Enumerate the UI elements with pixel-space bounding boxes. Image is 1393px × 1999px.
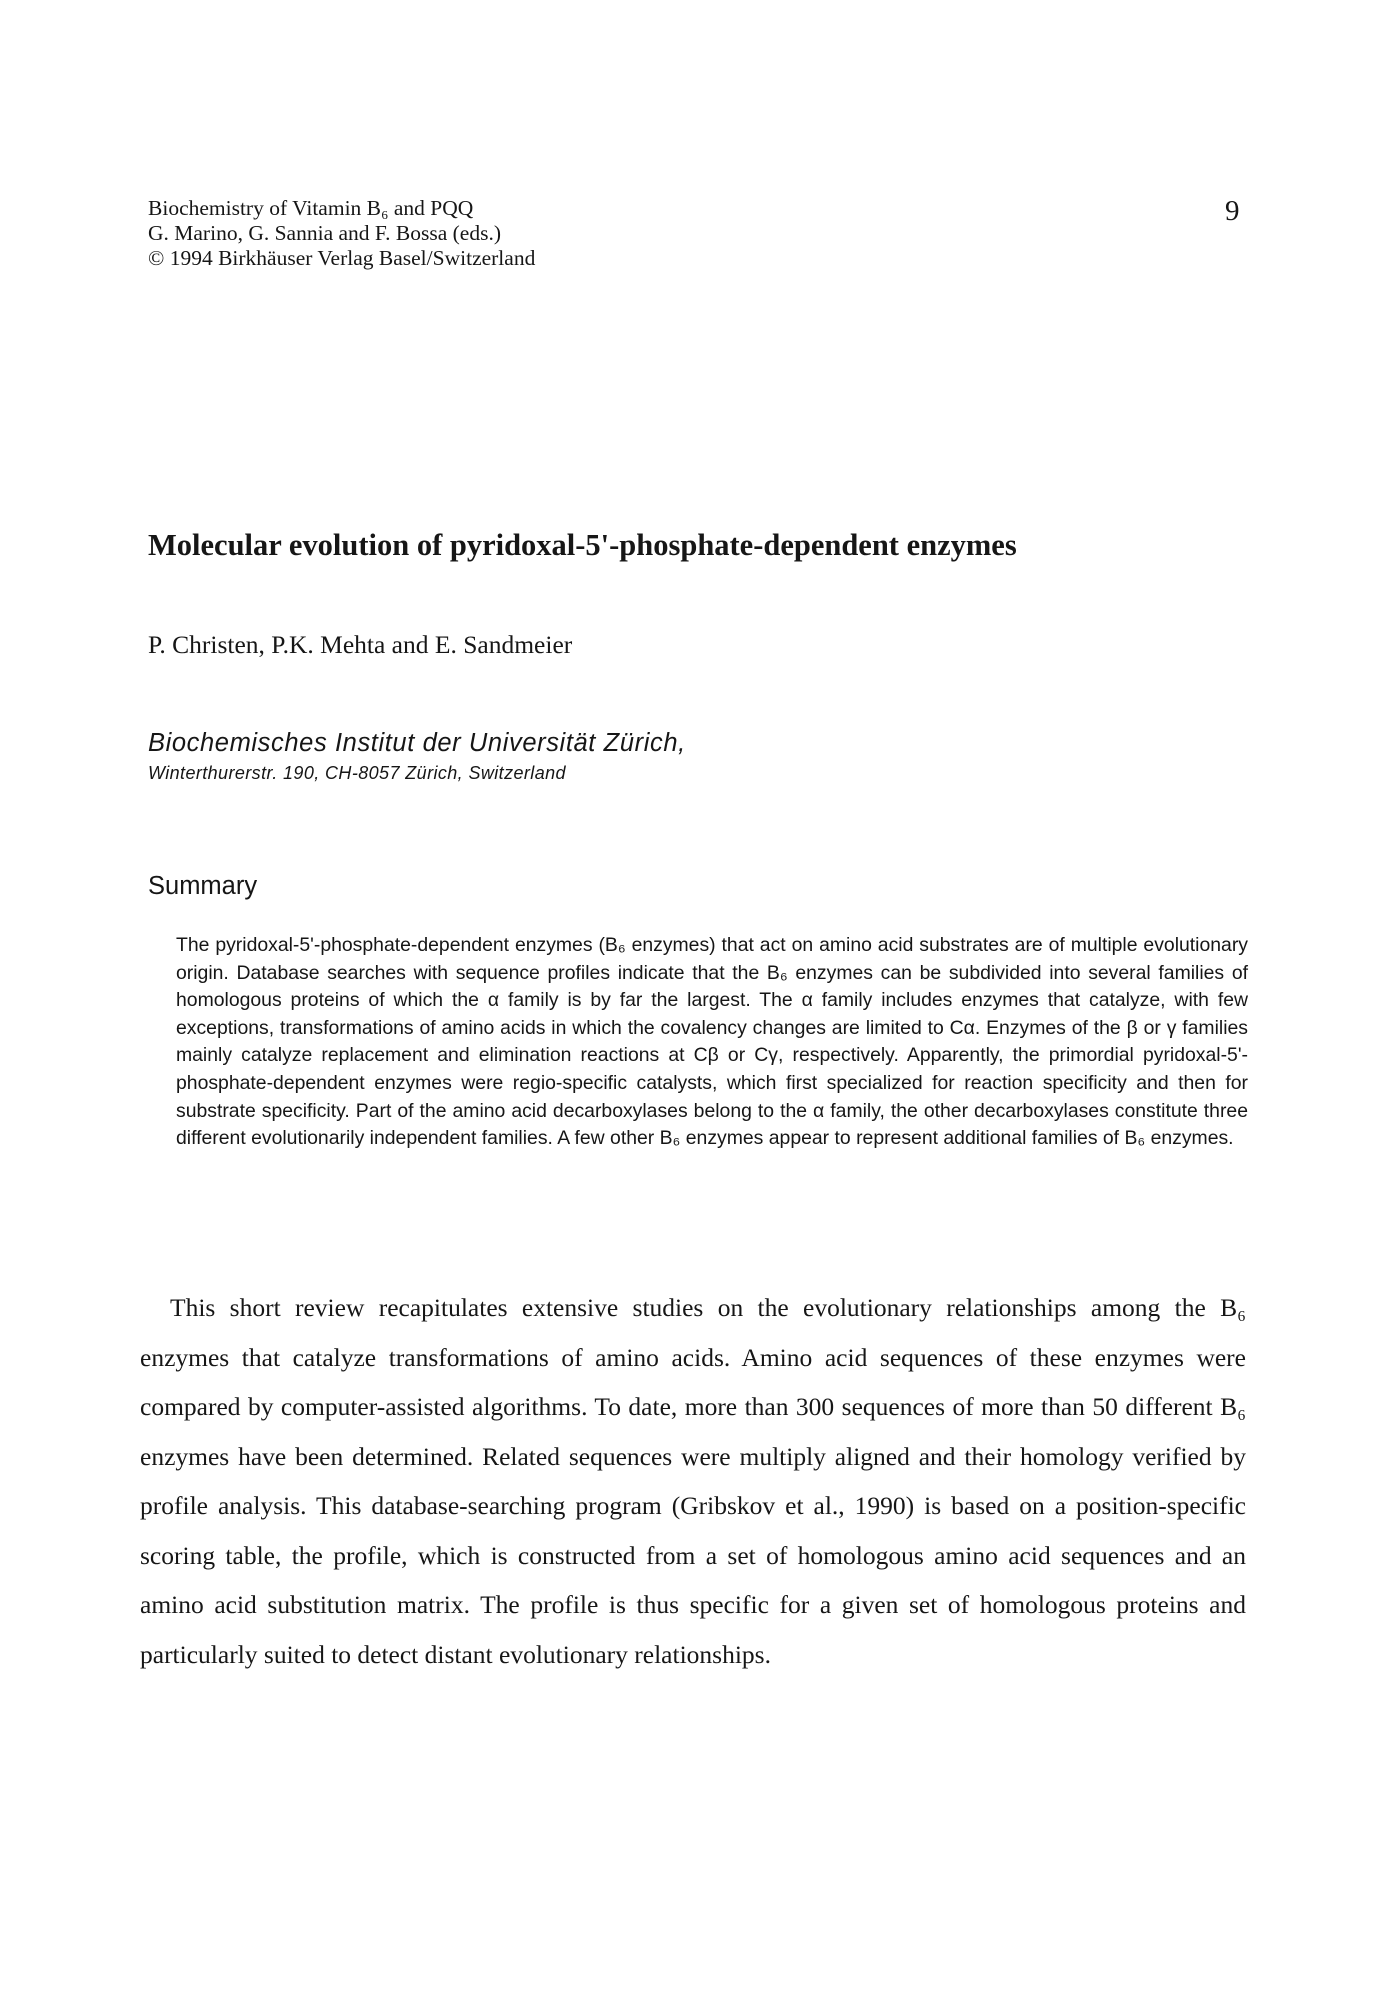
summary-heading: Summary (148, 872, 258, 900)
affiliation-address: Winterthurerstr. 190, CH-8057 Zürich, Switzerland (148, 763, 566, 783)
page-number: 9 (1225, 195, 1240, 227)
body-paragraph: This short review recapitulates extensive studies on the evolutionary relationships among the B₆ enzymes that catalyze transformations of amino acids. Amino acid sequences of these enzymes were compared by computer-assisted algorithms. To date, more than 300 sequences of more than 50 different B₆ enzymes have been determined. Related sequences were multiply aligned and their homology verified by profile analysis. This database-searching program (Gribskov et al., 1990) is based on a position-specific scoring table, the profile, which is constructed from a set of homologous amino acid sequences and an amino acid substitution matrix. The profile is thus specific for a given set of homologous proteins and particularly suited to detect distant evolutionary relationships. (140, 1293, 1246, 1669)
affiliation-institute: Biochemisches Institut der Universität Zürich, (148, 729, 686, 757)
summary-text: The pyridoxal-5'-phosphate-dependent enzymes (B₆ enzymes) that act on amino acid substrates are of multiple evolutionary origin. Database searches with sequence profiles indicate that the B₆ enzymes can be subdivided into several families of homologous proteins of which the α family is by far the largest. The α family includes enzymes that catalyze, with few exceptions, transformations of amino acids in which the covalency changes are limited to Cα. Enzymes of the β or γ families mainly catalyze replacement and elimination reactions at Cβ or Cγ, respectively. Apparently, the primordial pyridoxal-5'-phosphate-dependent enzymes were regio-specific catalysts, which first specialized for reaction specificity and then for substrate specificity. Part of the amino acid decarboxylases belong to the α family, the other decarboxylases constitute three different evolutionarily independent families. A few other B₆ enzymes appear to represent additional families of B₆ enzymes. (176, 934, 1248, 1150)
copyright-line: © 1994 Birkhäuser Verlag Basel/Switzerland (148, 246, 536, 270)
author-list: P. Christen, P.K. Mehta and E. Sandmeier (148, 630, 573, 659)
book-title-line: Biochemistry of Vitamin B₆ and PQQ (148, 196, 474, 220)
editors-line: G. Marino, G. Sannia and F. Bossa (eds.) (148, 221, 501, 245)
body-text (140, 1283, 1246, 1679)
article-title: Molecular evolution of pyridoxal-5'-phosphate-dependent enzymes (148, 528, 1017, 562)
summary-abstract (176, 932, 1248, 1153)
publication-info (148, 196, 535, 271)
